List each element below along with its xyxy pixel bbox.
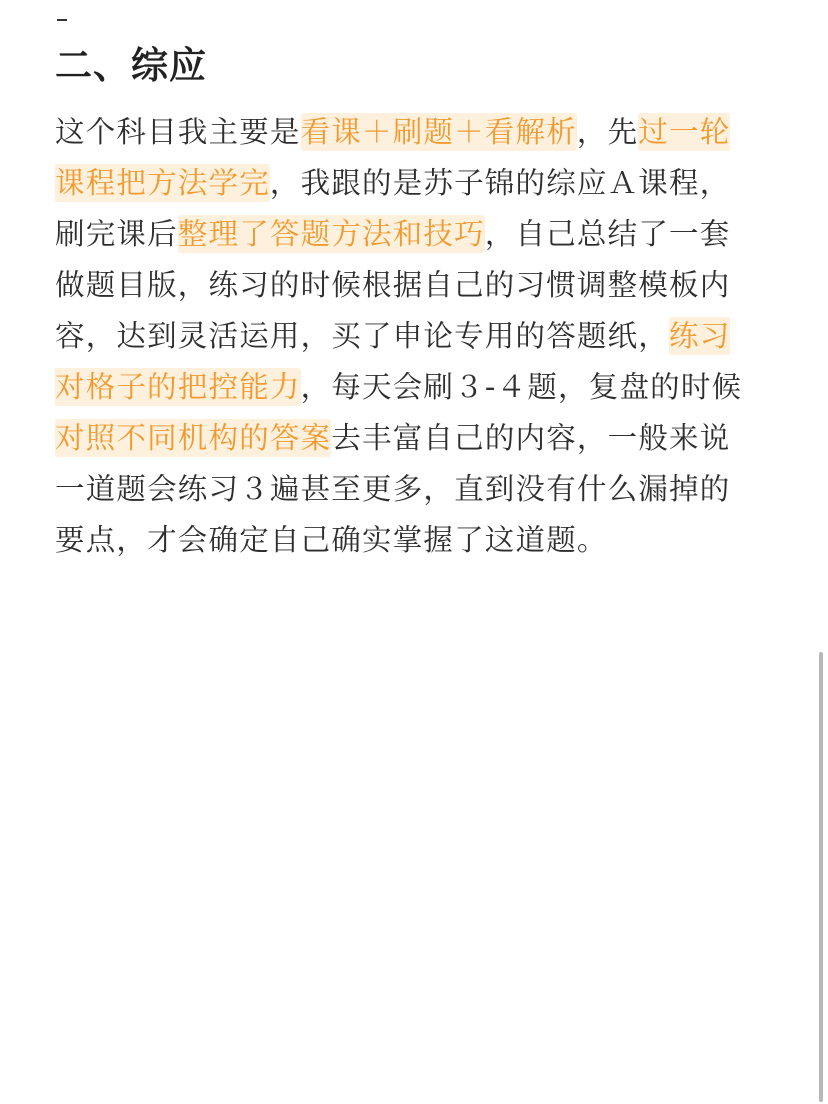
text-segment: ，每天会刷３-４题，复盘的时候: [300, 370, 743, 404]
highlighted-phrase: 练习对格子的把控能力: [55, 319, 731, 404]
highlighted-phrase: 看课＋刷题＋看解析: [300, 115, 577, 149]
text-segment: ，先: [576, 115, 639, 149]
top-dash-mark: [57, 19, 67, 21]
body-paragraph: [55, 107, 760, 566]
highlighted-phrase: 对照不同机构的答案: [55, 421, 332, 455]
highlighted-phrase: 整理了答题方法和技巧: [177, 217, 485, 251]
vertical-scrollbar[interactable]: [819, 652, 823, 1102]
text-segment: ，我跟的是苏子锦的综应Ａ课程，刷完课后: [55, 166, 731, 251]
highlighted-phrase: 过一轮课程把方法学完: [55, 115, 731, 200]
text-segment: 去丰富自己的内容，一般来说一道题会练习３遍甚至更多，直到没有什么漏掉的要点，才会确定自己确实掌握了这道题。: [55, 421, 731, 557]
text-segment: ，自己总结了一套做题目版，练习的时候根据自己的习惯调整模板内容，达到灵活运用，买了申论专用的答题纸，: [55, 217, 731, 353]
section-title: 二、综应: [55, 44, 207, 87]
text-segment: 这个科目我主要是: [55, 115, 301, 149]
